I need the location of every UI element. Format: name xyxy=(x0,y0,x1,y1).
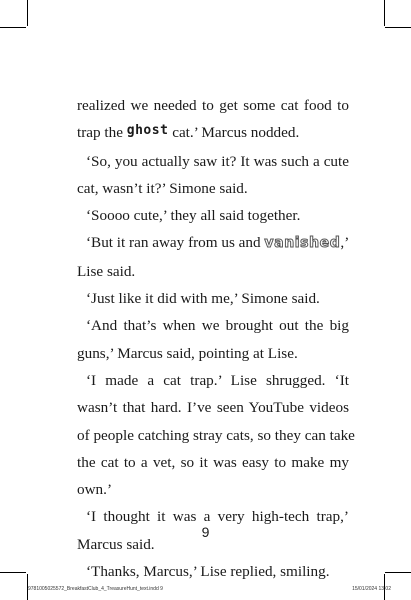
vanished-stylized-word: vanished xyxy=(264,235,341,252)
text-run: own.’ xyxy=(77,481,113,499)
text-run: ‘And that’s when we brought out the big xyxy=(86,317,349,335)
story-text xyxy=(77,92,355,585)
text-line xyxy=(77,285,349,312)
text-run: Marcus said. xyxy=(77,535,155,553)
text-run: guns,’ Marcus said, pointing at Lise. xyxy=(77,344,298,362)
text-line xyxy=(77,367,349,394)
text-run: ‘Soooo cute,’ they all said together. xyxy=(86,207,301,225)
text-line xyxy=(77,422,355,449)
text-line xyxy=(77,119,349,147)
text-run: ‘Just like it did with me,’ Simone said. xyxy=(86,290,320,308)
text-line xyxy=(77,92,349,119)
text-line xyxy=(77,175,349,202)
text-line xyxy=(77,202,349,229)
text-run: ‘I thought it was a very high-tech trap,’ xyxy=(86,508,349,526)
text-line xyxy=(77,476,349,503)
text-run: cat.’ Marcus nodded. xyxy=(168,124,300,142)
text-run: wasn’t that hard. I’ve seen YouTube videos xyxy=(77,399,349,417)
text-line xyxy=(77,558,349,585)
text-line xyxy=(77,312,349,339)
ghost-stylized-word: ghost xyxy=(126,123,169,139)
text-run: the cat to a vet, so it was easy to make my xyxy=(77,453,349,471)
page-number: 9 xyxy=(201,524,210,540)
text-run: ‘I made a cat trap.’ Lise shrugged. ‘It xyxy=(86,371,349,389)
text-run: trap the xyxy=(77,124,127,142)
text-line xyxy=(77,229,349,257)
text-line xyxy=(77,340,349,367)
text-line xyxy=(77,449,349,476)
text-run: ‘So, you actually saw it? It was such a cute xyxy=(86,152,349,170)
text-run: Lise said. xyxy=(77,262,136,280)
text-line xyxy=(77,258,349,285)
crop-mark-right-top xyxy=(385,27,411,28)
text-line xyxy=(77,394,349,421)
crop-mark-top-left xyxy=(27,0,28,26)
text-run: ‘Thanks, Marcus,’ Lise replied, smiling. xyxy=(86,563,330,581)
print-date: 15/01/2024 13:02 xyxy=(352,586,391,592)
crop-mark-left-top xyxy=(0,27,26,28)
text-line xyxy=(77,148,349,175)
crop-mark-top-right xyxy=(384,0,385,26)
text-run: cat, wasn’t it?’ Simone said. xyxy=(77,179,248,197)
print-slug: 9781005025572_BreakfastClub_4_TreasureHunt_text.indd 9 xyxy=(28,586,163,592)
text-run: ‘But it ran away from us and xyxy=(86,234,265,252)
text-run: of people catching stray cats, so they can take xyxy=(77,426,355,444)
crop-mark-right-bottom xyxy=(385,572,411,573)
crop-mark-left-bottom xyxy=(0,572,26,573)
text-run: realized we needed to get some cat food to xyxy=(77,97,349,114)
text-run: ,’ xyxy=(340,234,350,252)
